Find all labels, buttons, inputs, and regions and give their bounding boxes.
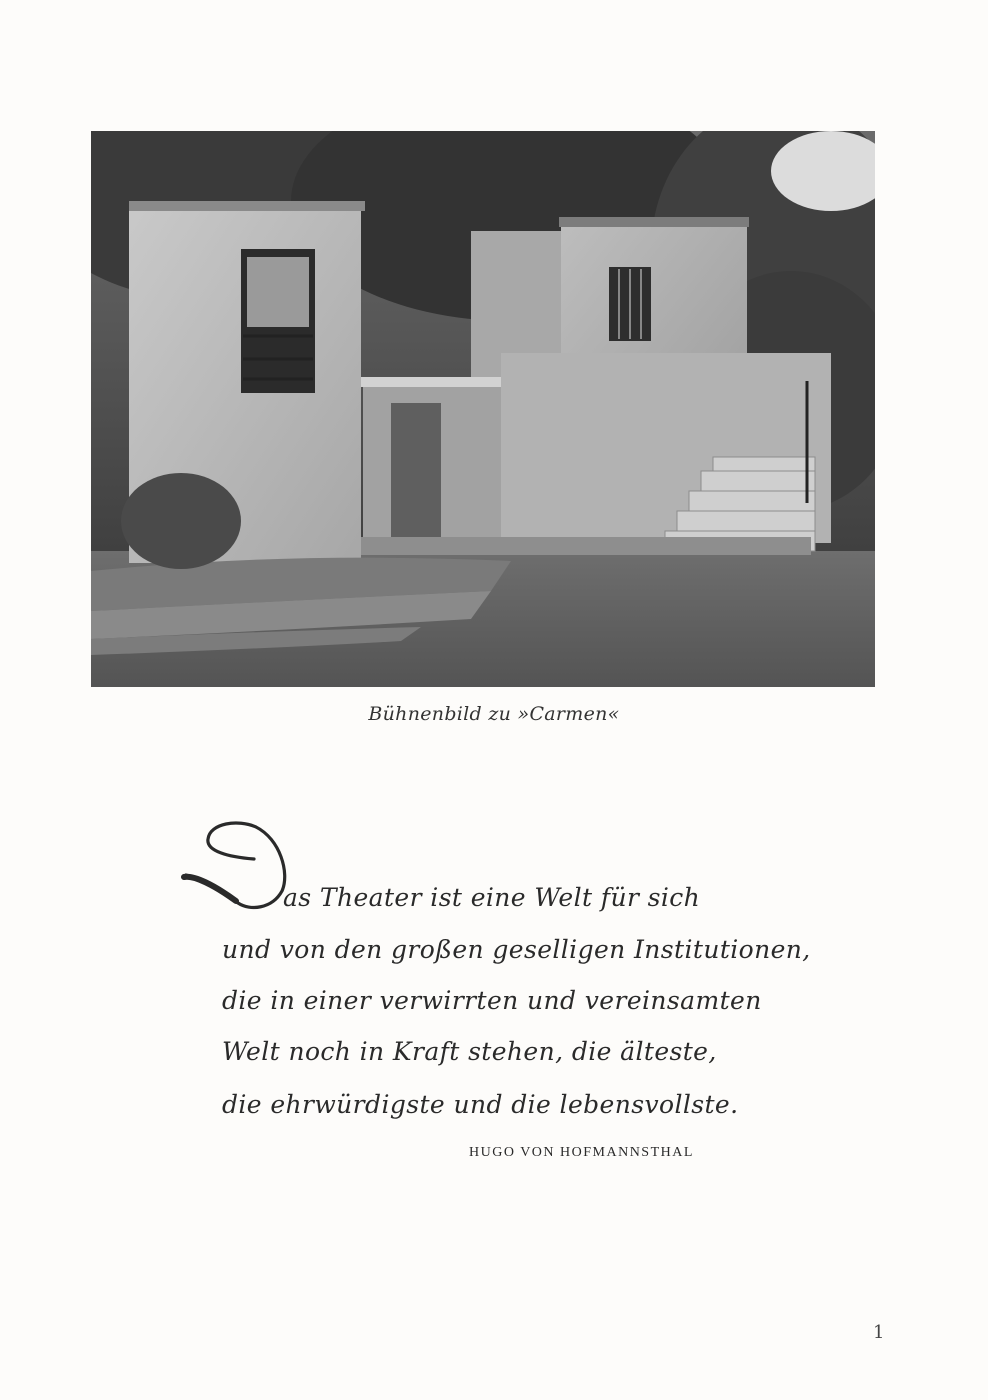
quote-line-5: die ehrwürdigste und die lebensvollste. — [222, 1090, 739, 1119]
stage-set-photo — [91, 131, 875, 687]
quote-author: HUGO VON HOFMANNSTHAL — [469, 1145, 694, 1160]
quote-line-2: und von den großen geselligen Institutionen, — [222, 935, 811, 964]
quote-line-3: die in einer verwirrten und vereinsamten — [222, 986, 762, 1015]
page-number: 1 — [873, 1322, 885, 1343]
photo-illustration — [91, 131, 875, 687]
quote-line-1: as Theater ist eine Welt für sich — [283, 883, 701, 912]
drop-cap-d-icon — [180, 815, 290, 915]
quote-block — [180, 815, 820, 1175]
quote-line-4: Welt noch in Kraft stehen, die älteste, — [222, 1037, 717, 1066]
photo-caption: Bühnenbild zu »Carmen« — [368, 703, 620, 725]
